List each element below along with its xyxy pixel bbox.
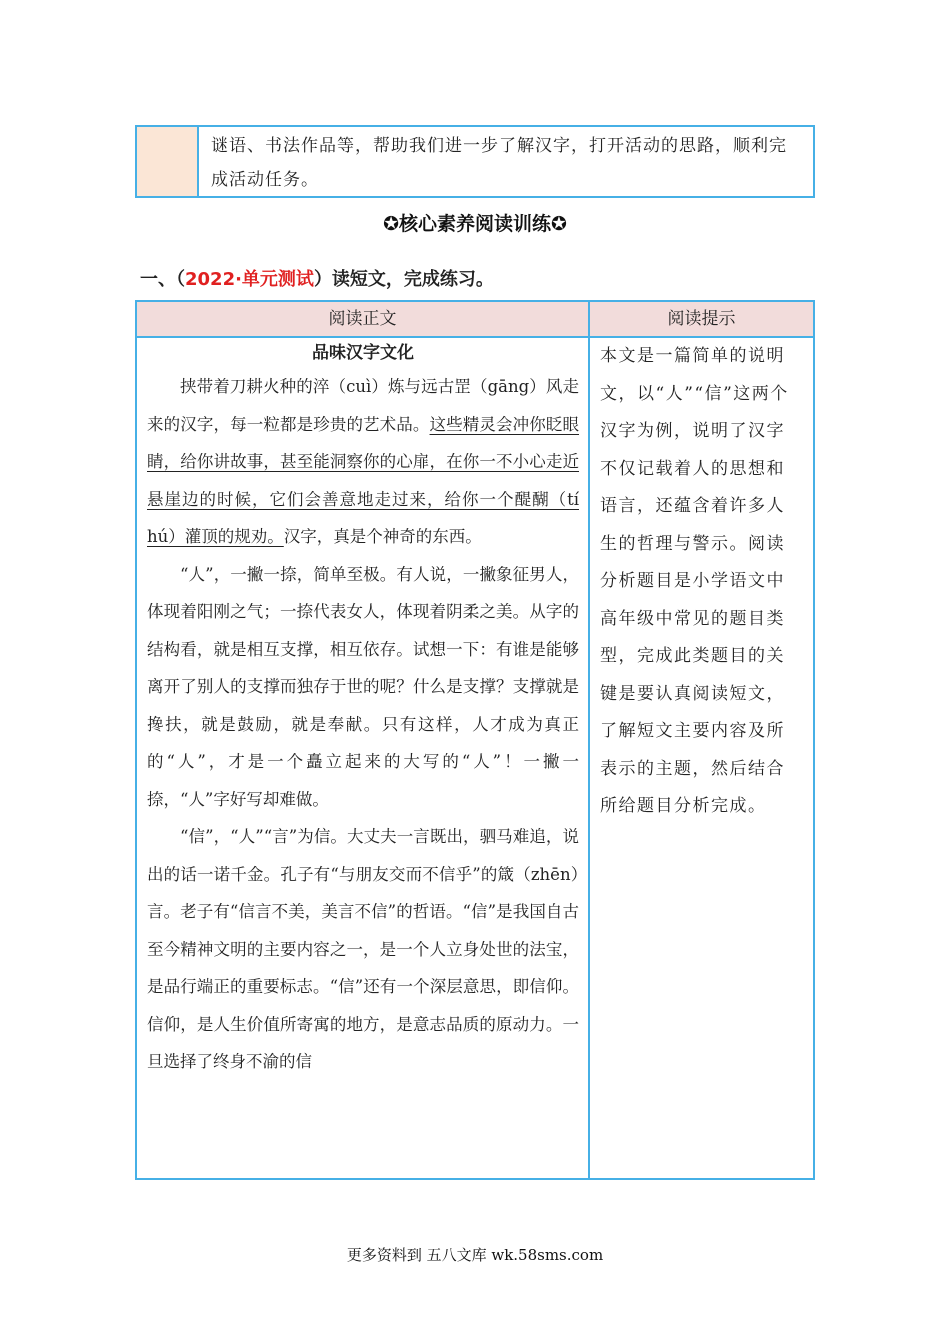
article-paragraph-1 — [147, 368, 579, 556]
paragraph-1-text: 挟带着刀耕火种的淬（cuì）炼与远古罡（gāng）风走来的汉字，每一粒都是珍贵的艺术品。 — [147, 377, 579, 434]
footer-note: 更多资料到 五八文库 wk.58sms.com — [346, 1246, 604, 1264]
reading-hint-text: 本文是一篇简单的说明文，以“人”“信”这两个汉字为例，说明了汉字不仅记载着人的思想和语言，还蕴含着许多人生的哲理与警示。阅读分析题目是小学语文中高年级中常见的题目类型，完成此类题目的关键是要认真阅读短文，了解短文主要内容及所表示的主题，然后结合所给题目分析完成。 — [600, 346, 789, 816]
article-paragraph-3: “信”，“人”“言”为信。大丈夫一言既出，驷马难追，说出的话一诺千金。孔子有“与朋友交而不信乎”的箴（zhēn）言。老子有“信言不美，美言不信”的哲语。“信”是我国自古至今精神文明的主要内容之一，是一个人立身处世的法宝，是品行端正的重要标志。“信”还有一个深层意思，即信仰。信仰，是人生价值所寄寓的地方，是意志品质的原动力。一旦选择了终身不渝的信 — [147, 827, 579, 1071]
underlined-sentence: 这些精灵会冲你眨眼睛，给你讲故事，甚至能洞察你的心扉，在你一不小心走近悬崖边的时候，它们会善意地走过来，给你一个醍醐（tí hú）灌顶的规劝。 — [147, 414, 580, 546]
question-source: 2022·单元测试 — [185, 269, 314, 290]
header-reading-hint: 阅读提示 — [667, 309, 736, 329]
paragraph-1-ending: 汉字，真是个神奇的东西。 — [283, 527, 482, 546]
reading-text-column — [147, 338, 579, 1081]
question-suffix: ）读短文，完成练习。 — [313, 269, 494, 290]
shaded-label-cell — [137, 127, 199, 196]
previous-table-text: 谜语、书法作品等，帮助我们进一步了解汉字，打开活动的思路，顺利完成活动任务。 — [211, 136, 787, 190]
reading-table — [135, 300, 815, 1180]
previous-table-fragment — [135, 125, 815, 198]
table-header-row — [137, 302, 813, 338]
question-prefix: 一、（ — [140, 269, 185, 290]
header-reading-text: 阅读正文 — [328, 309, 397, 329]
question-heading — [140, 265, 494, 295]
article-paragraph-2: “人”，一撇一捺，简单至极。有人说，一撇象征男人，体现着阳刚之气；一捺代表女人，体现着阴柔之美。从字的结构看，就是相互支撑，相互依存。试想一下：有谁是能够离开了别人的支撑而独存于世的呢？什么是支撑？支撑就是搀扶，就是鼓励，就是奉献。只有这样，人才成为真正的“人”，才是一个矗立起来的大写的“人”！一撇一捺，“人”字好写却难做。 — [147, 564, 579, 809]
section-title: ✪核心素养阅读训练✪ — [383, 213, 567, 235]
article-title: 品味汉字文化 — [312, 343, 414, 363]
column-divider — [588, 302, 590, 1178]
